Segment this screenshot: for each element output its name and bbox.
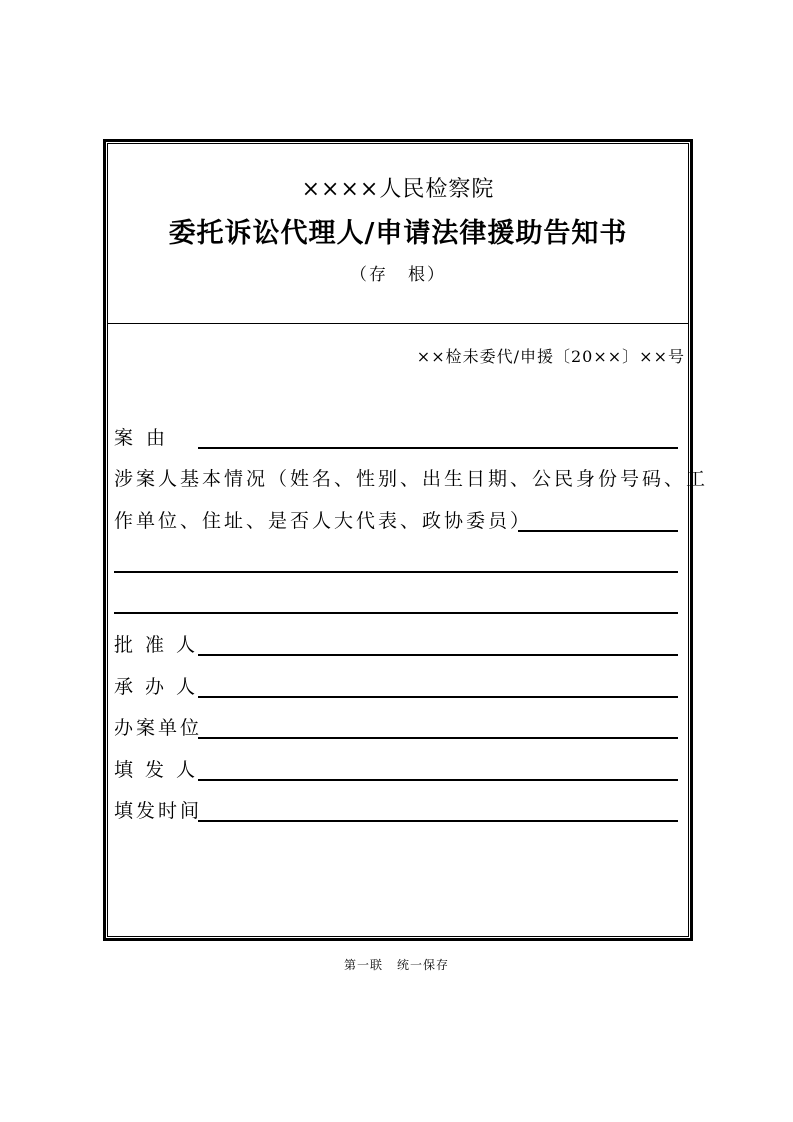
- footer-note: [0, 956, 793, 973]
- procuratorate-name: ××××人民检察院: [301, 177, 495, 202]
- header-divider: [107, 323, 689, 324]
- issue-time-label: 填发时间: [114, 800, 203, 822]
- approver-field[interactable]: [198, 654, 678, 656]
- person-info-row: [114, 508, 678, 534]
- stub-label: [107, 260, 689, 285]
- person-info-field-line2[interactable]: [114, 571, 678, 573]
- case-reason-label: 案由: [114, 427, 179, 449]
- issuer-label: 填发人: [114, 759, 208, 781]
- handling-unit-row: [114, 715, 678, 741]
- person-info-label-line1: 涉案人基本情况（姓名、性别、出生日期、公民身份号码、工: [114, 468, 709, 490]
- case-reason-field[interactable]: [198, 447, 678, 449]
- issuer-field[interactable]: [198, 779, 678, 781]
- approver-row: [114, 632, 678, 658]
- handler-field[interactable]: [198, 696, 678, 698]
- document-number: ××检未委代/申援〔20××〕××号: [416, 347, 685, 366]
- handler-label: 承办人: [114, 676, 208, 698]
- footer-storage: 统一保存: [397, 958, 450, 972]
- document-title: 委托诉讼代理人/申请法律援助告知书: [168, 218, 628, 249]
- stub-label-close: 根）: [408, 265, 446, 285]
- issue-time-field[interactable]: [198, 820, 678, 822]
- approver-label: 批准人: [114, 634, 208, 656]
- person-info-field-line3[interactable]: [114, 612, 678, 614]
- case-reason-row: [114, 425, 678, 451]
- handling-unit-label: 办案单位: [114, 717, 203, 739]
- footer-copy: 第一联: [343, 958, 383, 972]
- issuer-row: [114, 757, 678, 783]
- issue-time-row: [114, 798, 678, 824]
- person-info-label-line2: 作单位、住址、是否人大代表、政协委员）: [114, 510, 533, 532]
- handling-unit-field[interactable]: [198, 737, 678, 739]
- handler-row: [114, 674, 678, 700]
- stub-label-open: （存: [350, 265, 388, 285]
- person-info-field[interactable]: [518, 530, 678, 532]
